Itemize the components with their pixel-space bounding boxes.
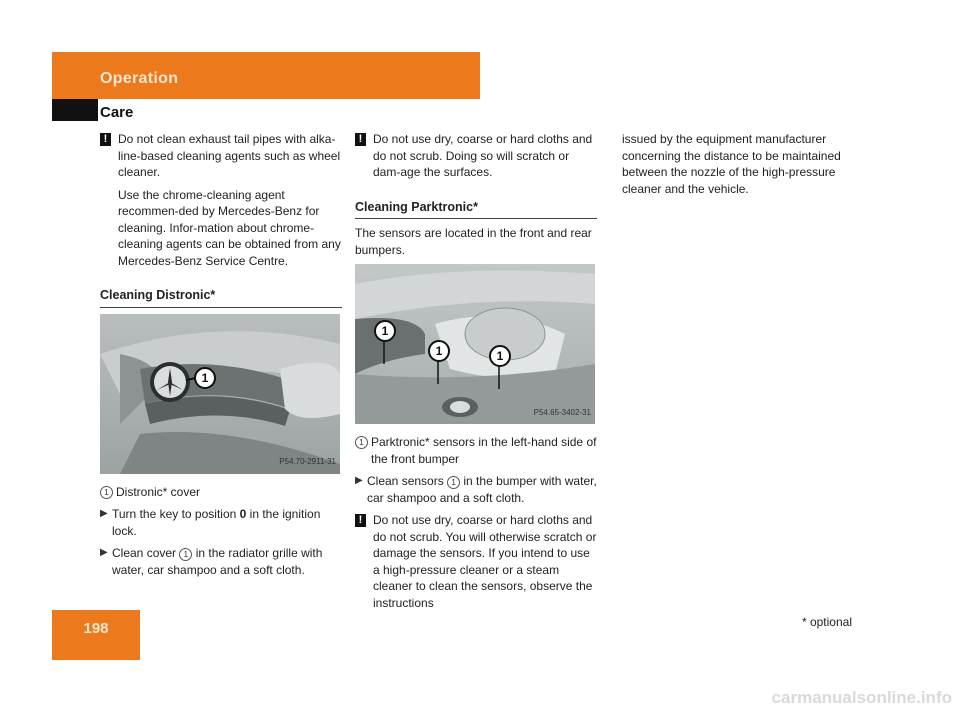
continued-instructions: issued by the equipment manufacturer concerning the distance to be maintained between the nozzle of the high-pressure cleaner and the vehicle. — [622, 132, 841, 196]
photo-code: P54.70-2911-31 — [279, 457, 336, 466]
section-header-bar — [52, 52, 480, 99]
callout-parktronic-1: 1 — [489, 345, 511, 367]
legend-number-icon: 1 — [355, 436, 368, 449]
section-title: Operation — [100, 70, 179, 87]
callout-parktronic-1: 1 — [374, 320, 396, 342]
heading-cleaning-parktronic: Cleaning Parktronic* — [355, 199, 597, 220]
warning-sensors-text: Do not use dry, coarse or hard cloths and do not scrub. You will otherwise scratch or damage the sensors. If you intend to use a high-pressure cleaner or a steam cleaner to clean the sensors, observe the instructions — [373, 513, 597, 610]
step-arrow-icon: ▶ — [100, 508, 108, 519]
legend-parktronic — [355, 434, 597, 467]
warning-exhaust-continued: Use the chrome-cleaning agent recommen-ded by Mercedes-Benz for cleaning. Infor-mation about chrome-cleaning agents can be obtained from any Mercedes-Benz Service Centre. — [118, 187, 341, 268]
legend-distronic-text: Distronic* cover — [116, 484, 201, 499]
heading-cleaning-distronic: Cleaning Distronic* — [100, 287, 342, 308]
step-clean-cover — [100, 545, 342, 578]
callout-parktronic-1: 1 — [428, 340, 450, 362]
step-text: in the radiator grille with water, car shampoo and a soft cloth. — [112, 546, 323, 577]
legend-number-icon: 1 — [100, 486, 113, 499]
warning-icon: ! — [355, 514, 366, 527]
photo-code: P54.65-3402-31 — [533, 407, 591, 417]
inline-number-icon: 1 — [447, 476, 460, 489]
step-text: Clean sensors — [367, 474, 448, 488]
step-text: in the ignition lock. — [112, 507, 321, 538]
warning-surfaces — [355, 131, 597, 181]
column-left — [100, 131, 342, 584]
warning-sensors — [355, 512, 597, 611]
subsection-title: Care — [100, 104, 134, 121]
inline-number-icon: 1 — [179, 548, 192, 561]
step-text: in the bumper with water, car shampoo and a soft cloth. — [367, 474, 597, 505]
warning-surfaces-text: Do not use dry, coarse or hard cloths and do not scrub. Doing so will scratch or dam-age the surfaces. — [373, 132, 593, 179]
step-text: Clean cover — [112, 546, 180, 560]
column-right — [622, 131, 862, 203]
legend-parktronic-text: Parktronic* sensors in the left-hand side of the front bumper — [371, 435, 597, 466]
car-front-photo — [100, 314, 340, 474]
step-text: Turn the key to position — [112, 507, 240, 521]
page-number: 198 — [83, 620, 109, 637]
step-arrow-icon: ▶ — [355, 475, 363, 486]
page-number-box — [52, 610, 140, 660]
key-position: 0 — [239, 507, 247, 521]
warning-icon: ! — [100, 133, 111, 146]
warning-exhaust-text: Do not clean exhaust tail pipes with alka-line-based cleaning agents such as wheel cleaner. — [118, 132, 341, 179]
watermark: carmanualsonline.info — [771, 688, 952, 707]
car-bumper-photo — [355, 264, 595, 424]
step-clean-sensors — [355, 473, 597, 506]
subsection-marker — [52, 99, 98, 121]
photo-parktronic-sensors — [355, 264, 595, 424]
warning-icon: ! — [355, 133, 366, 146]
step-arrow-icon: ▶ — [100, 547, 108, 558]
optional-footnote: * optional — [801, 615, 852, 629]
warning-exhaust — [100, 131, 342, 181]
column-middle — [355, 131, 597, 617]
legend-distronic — [100, 484, 342, 501]
parktronic-intro: The sensors are located in the front and rear bumpers. — [355, 226, 592, 257]
callout-distronic-1: 1 — [194, 367, 216, 389]
step-turn-key — [100, 506, 342, 539]
photo-distronic-cover — [100, 314, 340, 474]
